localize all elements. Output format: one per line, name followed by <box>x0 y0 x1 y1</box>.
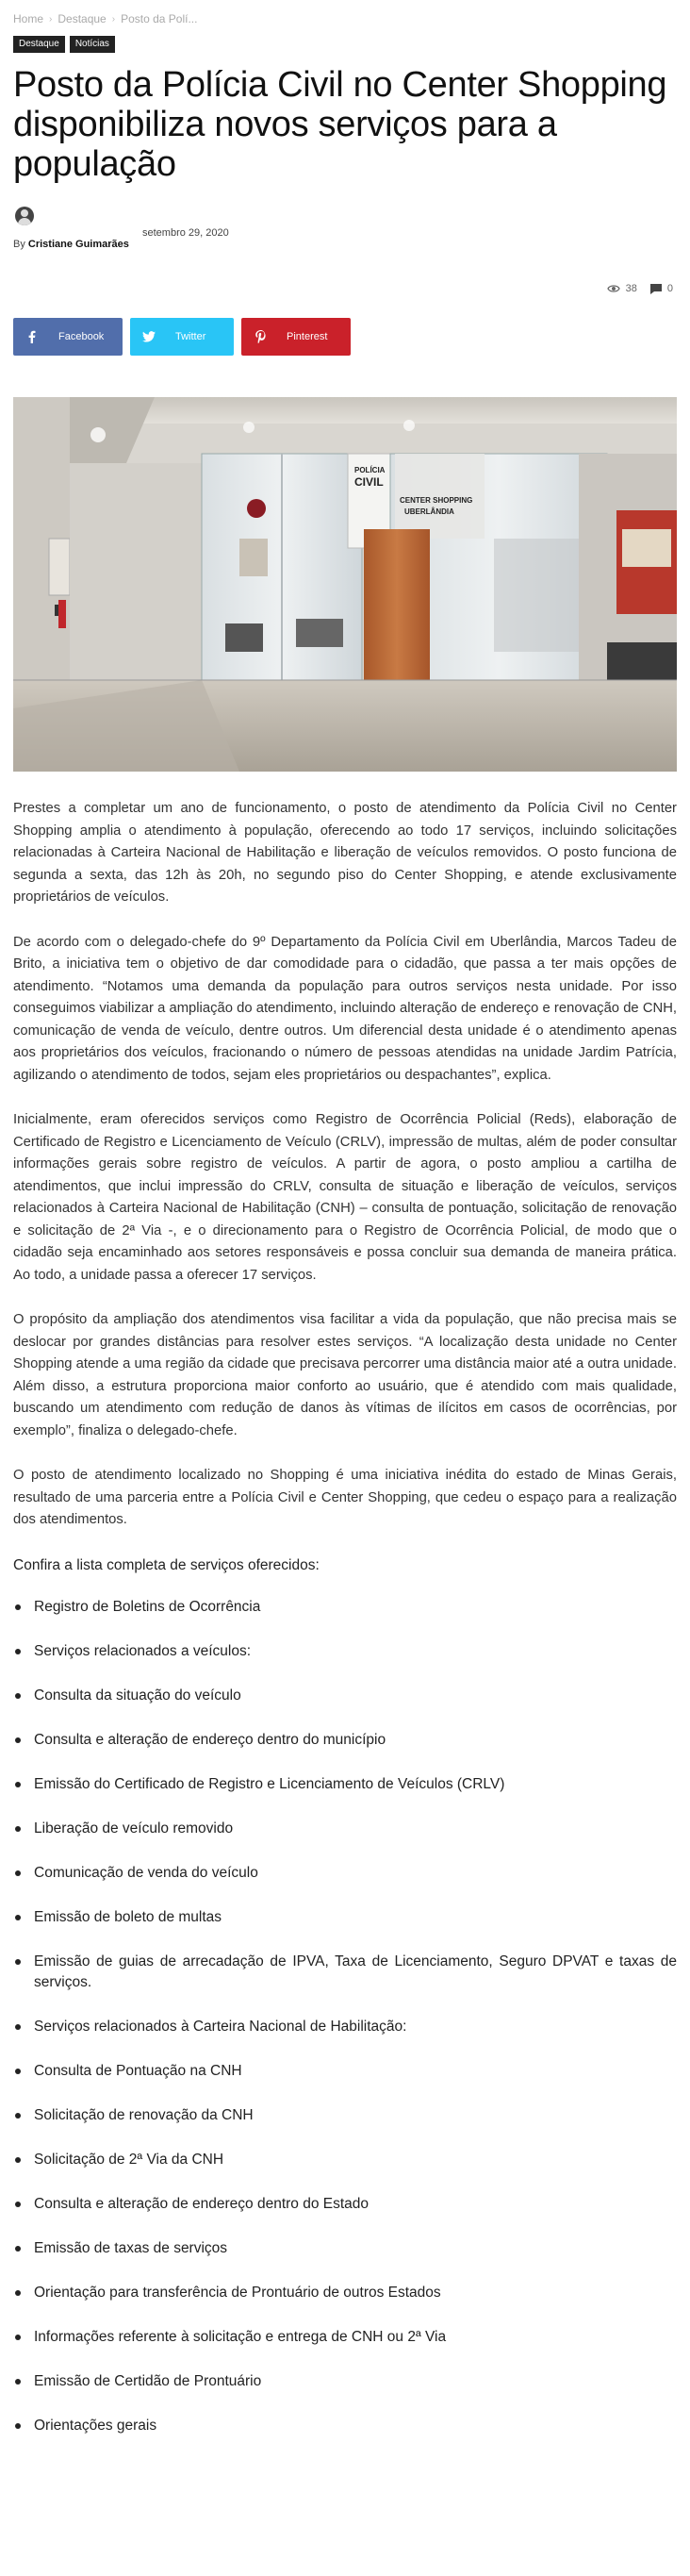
sign-civil: CIVIL <box>354 475 384 489</box>
services-list <box>13 1597 677 2436</box>
list-item: Serviços relacionados a veículos: <box>13 1641 677 1662</box>
list-item: Emissão do Certificado de Registro e Licenciamento de Veículos (CRLV) <box>13 1774 677 1795</box>
list-item: Consulta de Pontuação na CNH <box>13 2061 677 2082</box>
comment-icon <box>650 284 662 294</box>
views-count: 38 <box>625 283 637 294</box>
sign-center-shopping: CENTER SHOPPING <box>400 496 473 505</box>
breadcrumb-current[interactable]: Posto da Polí... <box>121 12 198 25</box>
share-pinterest-label: Pinterest <box>287 331 328 342</box>
pinterest-icon <box>241 318 279 356</box>
paragraph-1: Prestes a completar um ano de funcionamento, o posto de atendimento da Polícia Civil no Center Shopping amplia o atendimento à população, oferecendo ao todo 17 serviços, incluindo solicitações relacionadas à Carteira Nacional de Habilitação e liberação de veículos removidos. O posto funciona de segunda a sexta, das 12h às 20h, no segundo piso do Center Shopping, e atende exclusivamente proprietários de veículos. <box>13 801 677 905</box>
list-item: Registro de Boletins de Ocorrência <box>13 1597 677 1618</box>
services-list-intro: Confira a lista completa de serviços oferecidos: <box>13 1556 320 1573</box>
views-counter <box>607 283 637 294</box>
paragraph-5: O posto de atendimento localizado no Shopping é uma iniciativa inédita do estado de Minas Gerais, resultado de uma parceria entre a Polícia Civil e Center Shopping, que cedeu o espaço para a realização dos atendimentos. <box>13 1468 677 1527</box>
paragraph-2: De acordo com o delegado-chefe do 9º Departamento da Polícia Civil em Uberlândia, Marcos Tadeu de Brito, a iniciativa tem o objetivo de dar comodidade para o cidadão, que passa a ter mais opções de atendimento. “Notamos uma demanda da população para outros serviços nesta unidade. Por isso conseguimos viabilizar a ampliação do atendimento, incluindo alteração de endereço e renovação de CNH, comunicação de venda de veículo, dentre outros. Um diferencial desta unidade é o atendimento apenas aos proprietários dos veículos, fracionando o número de pessoas atendidas na unidade Jardim Patrícia, agilizando o atendimento de todos, sejam eles proprietários ou despachantes”, explica. <box>13 934 677 1083</box>
author-name[interactable]: Cristiane Guimarães <box>27 239 129 250</box>
share-twitter-label: Twitter <box>175 331 206 342</box>
post-counters <box>13 276 677 301</box>
twitter-icon <box>130 318 168 356</box>
avatar[interactable] <box>15 207 34 225</box>
category-tags <box>13 36 677 53</box>
page-title: Posto da Polícia Civil no Center Shopping disponibiliza novos serviços para a população <box>13 65 667 184</box>
facebook-icon <box>13 318 51 356</box>
list-item: Orientações gerais <box>13 2416 677 2436</box>
list-item: Emissão de Certidão de Prontuário <box>13 2371 677 2392</box>
author-byline <box>13 239 129 250</box>
list-item: Consulta da situação do veículo <box>13 1686 677 1706</box>
chevron-right-icon: › <box>111 13 116 25</box>
list-item: Solicitação de renovação da CNH <box>13 2105 677 2126</box>
article-body <box>13 798 677 2436</box>
post-date: setembro 29, 2020 <box>142 227 229 239</box>
list-item: Consulta e alteração de endereço dentro do município <box>13 1730 677 1751</box>
chevron-right-icon: › <box>49 13 53 25</box>
list-item: Consulta e alteração de endereço dentro do Estado <box>13 2194 677 2215</box>
paragraph-3: Inicialmente, eram oferecidos serviços como Registro de Ocorrência Policial (Reds), elaboração de Certificado de Registro e Licenciamento de Veículo (CRLV), impressão de multas, além de poder consultar informações gerais sobre registro de veículos. A partir de agora, o posto ampliou a cartilha de atendimentos, que inclui impressão do CRLV, consulta de situação e liberação de veículos, serviços relacionados à Carteira Nacional de Habilitação (CNH) – consulta de pontuação, solicitação de renovação e solicitação de 2ª Via -, e o direcionamento para o Registro de Ocorrência Policial, de modo que o cidadão seja encaminhado aos setores responsáveis e possa concluir sua demanda de maneira prática. Ao todo, a unidade passa a oferecer 17 serviços. <box>13 1112 677 1283</box>
by-label: By <box>13 239 25 250</box>
share-twitter-button[interactable] <box>130 318 234 356</box>
category-noticias[interactable]: Notícias <box>70 36 115 53</box>
list-item: Emissão de taxas de serviços <box>13 2238 677 2259</box>
sign-uberlandia: UBERLÂNDIA <box>404 507 454 516</box>
breadcrumb-home[interactable]: Home <box>13 12 44 25</box>
breadcrumb-destaque[interactable]: Destaque <box>58 12 107 25</box>
share-facebook-label: Facebook <box>58 331 105 342</box>
list-item: Informações referente à solicitação e entrega de CNH ou 2ª Via <box>13 2327 677 2348</box>
share-buttons <box>13 318 677 356</box>
list-item: Orientação para transferência de Prontuário de outros Estados <box>13 2283 677 2303</box>
list-item: Serviços relacionados à Carteira Nacional de Habilitação: <box>13 2017 677 2037</box>
list-item: Comunicação de venda do veículo <box>13 1863 677 1884</box>
list-item: Liberação de veículo removido <box>13 1819 677 1839</box>
eye-icon <box>607 284 620 293</box>
author-meta <box>13 199 677 269</box>
list-item: Solicitação de 2ª Via da CNH <box>13 2150 677 2170</box>
comments-counter[interactable] <box>650 283 673 294</box>
comments-count: 0 <box>666 283 673 294</box>
list-item: Emissão de boleto de multas <box>13 1907 677 1928</box>
featured-image <box>13 397 677 772</box>
police-post-photo <box>13 397 677 772</box>
paragraph-4: O propósito da ampliação dos atendimentos visa facilitar a vida da população, que não precisa mais se deslocar por grandes distâncias para resolver estes serviços. “A localização desta unidade no Center Shopping atende a uma região da cidade que precisava percorrer uma distância maior até a outra unidade. Além disso, a estrutura proporciona maior conforto ao usuário, que é atendido com mais qualidade, buscando um atendimento com redução de danos às vítimas de ilícitos em casos de ocorrências, por exemplo”, finaliza o delegado-chefe. <box>13 1312 677 1438</box>
share-facebook-button[interactable] <box>13 318 123 356</box>
category-destaque[interactable]: Destaque <box>13 36 65 53</box>
sign-policia: POLÍCIA <box>354 466 386 474</box>
breadcrumb <box>13 0 677 28</box>
list-item: Emissão de guias de arrecadação de IPVA, Taxa de Licenciamento, Seguro DPVAT e taxas de serviços. <box>13 1952 677 1993</box>
share-pinterest-button[interactable] <box>241 318 351 356</box>
